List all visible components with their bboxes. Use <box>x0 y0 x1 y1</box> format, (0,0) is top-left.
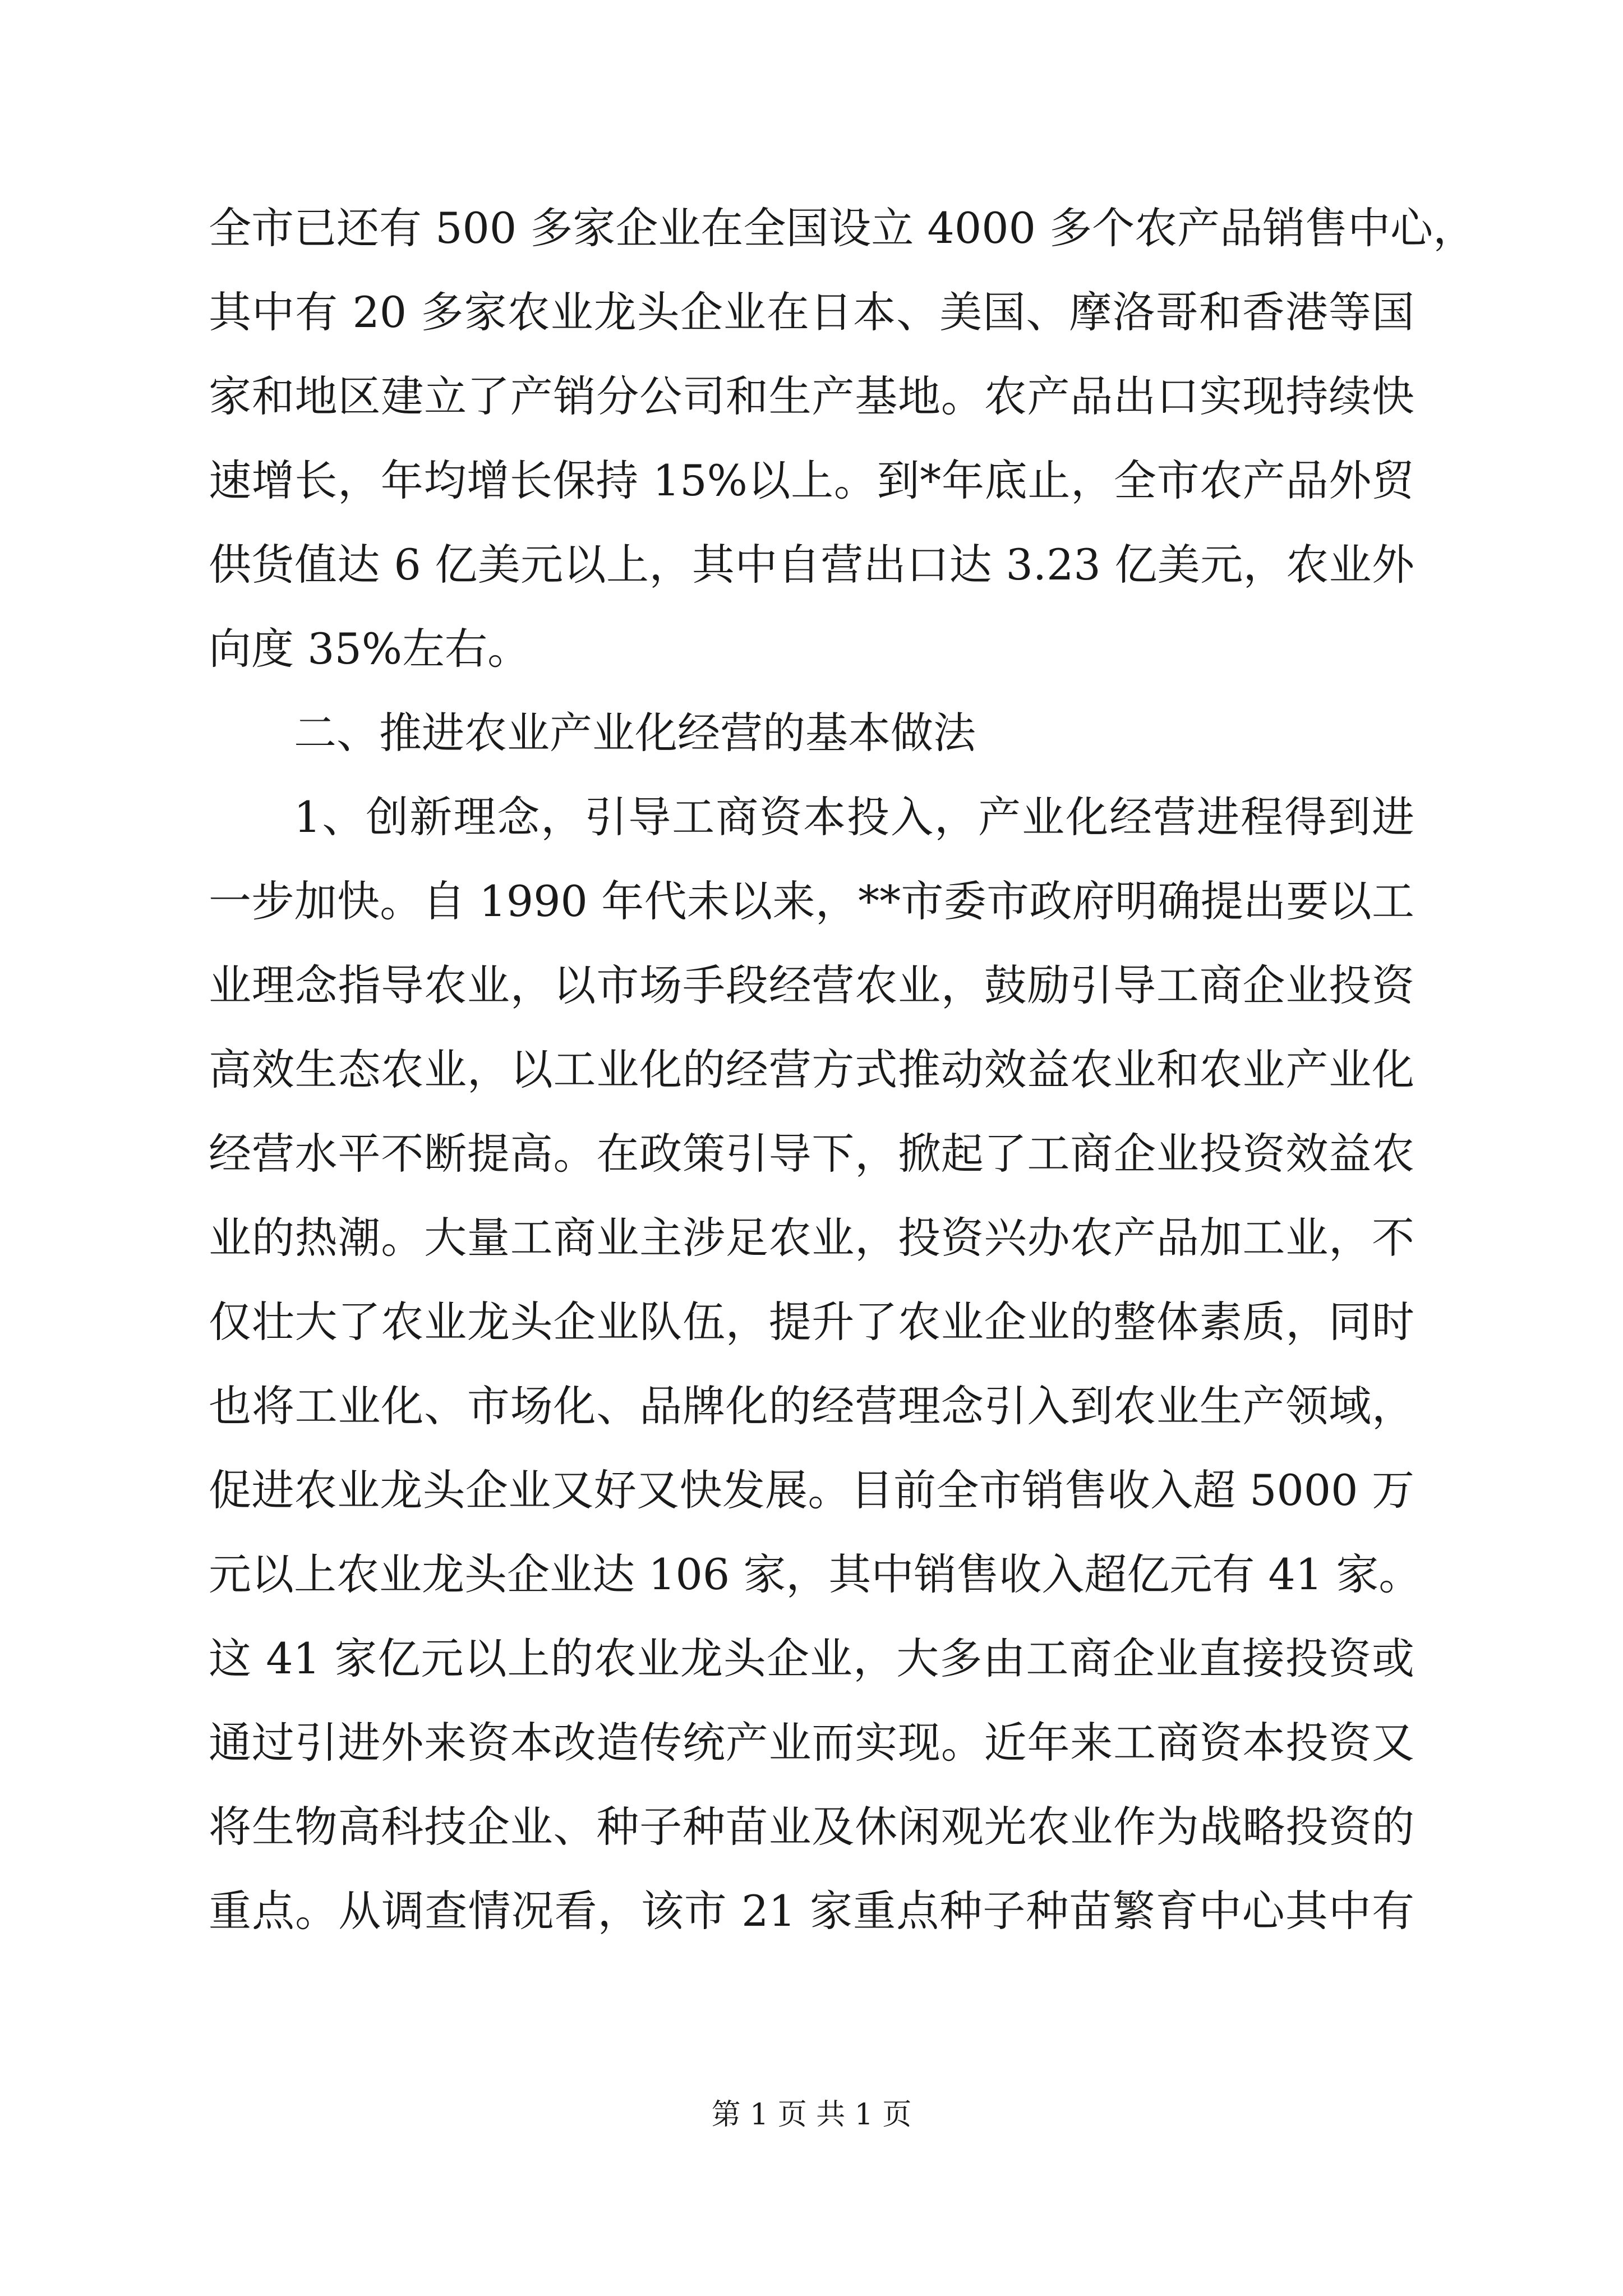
text-line: 业理念指导农业，以市场手段经营农业，鼓励引导工商企业投资 <box>209 960 1414 1010</box>
text-line: 元以上农业龙头企业达 106 家，其中销售收入超亿元有 41 家。 <box>209 1549 1422 1599</box>
text-line: 1、创新理念，引导工商资本投入，产业化经营进程得到进 <box>294 792 1414 842</box>
text-line: 重点。从调查情况看，该市 21 家重点种子种苗繁育中心其中有 <box>209 1886 1414 1936</box>
text-line: 向度 35%左右。 <box>209 624 531 674</box>
text-line: 高效生态农业，以工业化的经营方式推动效益农业和农业产业化 <box>209 1045 1414 1094</box>
text-line: 家和地区建立了产销分公司和生产基地。农产品出口实现持续快 <box>209 371 1414 421</box>
section-heading: 二、推进农业产业化经营的基本做法 <box>294 708 976 758</box>
page-number-footer: 第 1 页 共 1 页 <box>711 2098 912 2132</box>
text-line: 其中有 20 多家农业龙头企业在日本、美国、摩洛哥和香港等国 <box>209 287 1414 337</box>
text-line: 将生物高科技企业、种子种苗业及休闲观光农业作为战略投资的 <box>209 1802 1414 1852</box>
text-line: 一步加快。自 1990 年代未以来，**市委市政府明确提出要以工 <box>209 876 1414 926</box>
text-line: 速增长，年均增长保持 15%以上。到*年底止，全市农产品外贸 <box>209 455 1414 505</box>
text-line: 全市已还有 500 多家企业在全国设立 4000 多个农产品销售中心， <box>209 203 1476 253</box>
text-line: 供货值达 6 亿美元以上，其中自营出口达 3.23 亿美元，农业外 <box>209 540 1414 590</box>
text-line: 业的热潮。大量工商业主涉足农业，投资兴办农产品加工业，不 <box>209 1213 1414 1263</box>
text-line: 也将工业化、市场化、品牌化的经营理念引入到农业生产领域， <box>209 1381 1414 1431</box>
text-line: 促进农业龙头企业又好又快发展。目前全市销售收入超 5000 万 <box>209 1465 1414 1515</box>
text-line: 仅壮大了农业龙头企业队伍，提升了农业企业的整体素质，同时 <box>209 1297 1414 1347</box>
text-line: 经营水平不断提高。在政策引导下，掀起了工商企业投资效益农 <box>209 1129 1414 1179</box>
document-body <box>209 186 1476 1953</box>
text-line: 这 41 家亿元以上的农业龙头企业，大多由工商企业直接投资或 <box>209 1634 1414 1683</box>
text-line: 通过引进外来资本改造传统产业而实现。近年来工商资本投资又 <box>209 1718 1414 1768</box>
